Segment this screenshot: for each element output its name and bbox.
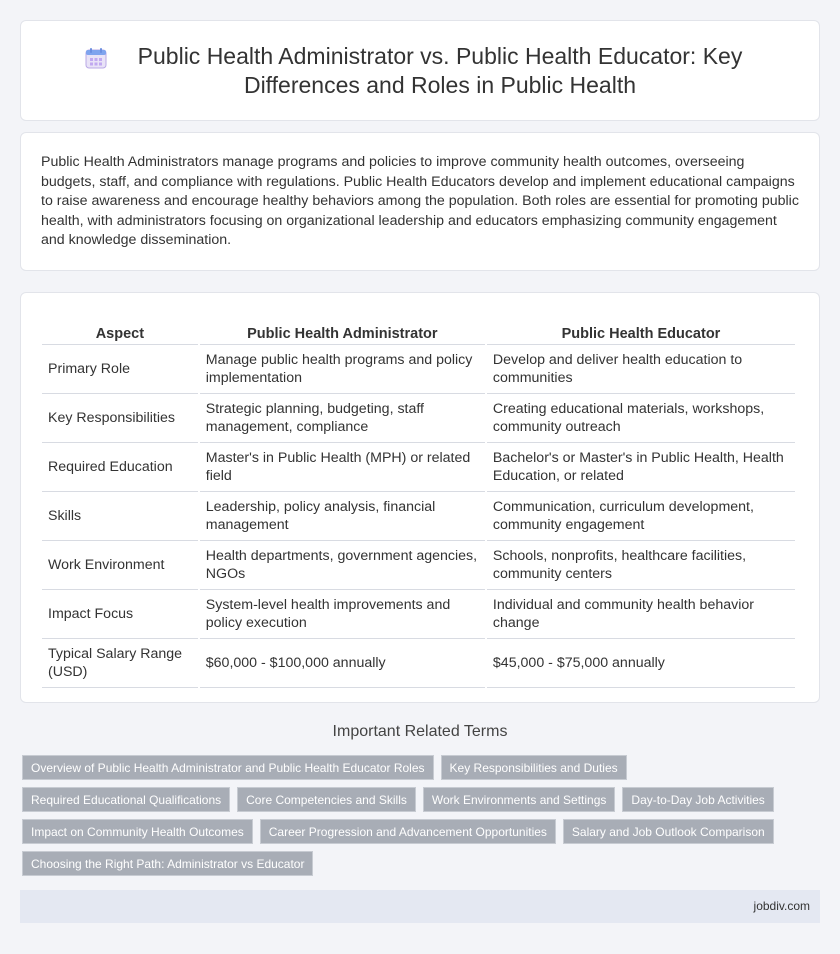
cell-administrator: $60,000 - $100,000 annually [200,639,485,688]
cell-administrator: Manage public health programs and policy implementation [200,345,485,394]
cell-aspect: Required Education [42,443,198,492]
table-row [42,590,795,639]
cell-educator: $45,000 - $75,000 annually [487,639,795,688]
related-term-tag[interactable]: Work Environments and Settings [423,787,616,812]
intro-card [20,132,820,271]
cell-educator: Develop and deliver health education to communities [487,345,795,394]
header-aspect: Aspect [42,313,198,345]
footer-site-link[interactable]: jobdiv.com [753,899,810,913]
cell-educator: Communication, curriculum development, community engagement [487,492,795,541]
related-term-tag[interactable]: Salary and Job Outlook Comparison [563,819,774,844]
cell-administrator: System-level health improvements and policy execution [200,590,485,639]
cell-aspect: Impact Focus [42,590,198,639]
footer [20,890,820,923]
cell-educator: Bachelor's or Master's in Public Health, Health Education, or related [487,443,795,492]
table-row [42,639,795,688]
related-terms-title: Important Related Terms [332,723,508,740]
related-term-tag[interactable]: Core Competencies and Skills [237,787,416,812]
comparison-table-card [20,292,820,703]
cell-educator: Creating educational materials, workshops, community outreach [487,394,795,443]
cell-aspect: Work Environment [42,541,198,590]
cell-aspect: Key Responsibilities [42,394,198,443]
page-title: Public Health Administrator vs. Public Health Educator: Key Differences and Roles in Public Health [137,42,743,98]
intro-text: Public Health Administrators manage programs and policies to improve community health outcomes, overseeing budgets, staff, and compliance with regulations. Public Health Educators develop and implement educational campaigns to raise awareness and encourage healthy behaviors among the population. Both roles are essential for promoting public health, with administrators focusing on organizational leadership and educators emphasizing community engagement and knowledge dissemination. [41,154,799,249]
related-terms-list [22,755,812,876]
table-header-row [42,313,795,345]
cell-administrator: Master's in Public Health (MPH) or related field [200,443,485,492]
cell-aspect: Skills [42,492,198,541]
related-term-tag[interactable]: Key Responsibilities and Duties [441,755,627,780]
related-term-tag[interactable]: Day-to-Day Job Activities [622,787,773,812]
cell-aspect: Typical Salary Range (USD) [42,639,198,688]
related-term-tag[interactable]: Career Progression and Advancement Opportunities [260,819,556,844]
table-row [42,492,795,541]
table-row [42,443,795,492]
title-card [20,20,820,121]
related-term-tag[interactable]: Impact on Community Health Outcomes [22,819,253,844]
related-term-tag[interactable]: Required Educational Qualifications [22,787,230,812]
related-term-tag[interactable]: Overview of Public Health Administrator and Public Health Educator Roles [22,755,434,780]
cell-aspect: Primary Role [42,345,198,394]
cell-educator: Individual and community health behavior change [487,590,795,639]
cell-administrator: Leadership, policy analysis, financial management [200,492,485,541]
header-administrator: Public Health Administrator [200,313,485,345]
table-row [42,394,795,443]
header-educator: Public Health Educator [487,313,795,345]
related-term-tag[interactable]: Choosing the Right Path: Administrator vs Educator [22,851,313,876]
cell-administrator: Health departments, government agencies, NGOs [200,541,485,590]
table-row [42,345,795,394]
cell-administrator: Strategic planning, budgeting, staff management, compliance [200,394,485,443]
comparison-table [40,313,797,688]
cell-educator: Schools, nonprofits, healthcare facilities, community centers [487,541,795,590]
table-row [42,541,795,590]
